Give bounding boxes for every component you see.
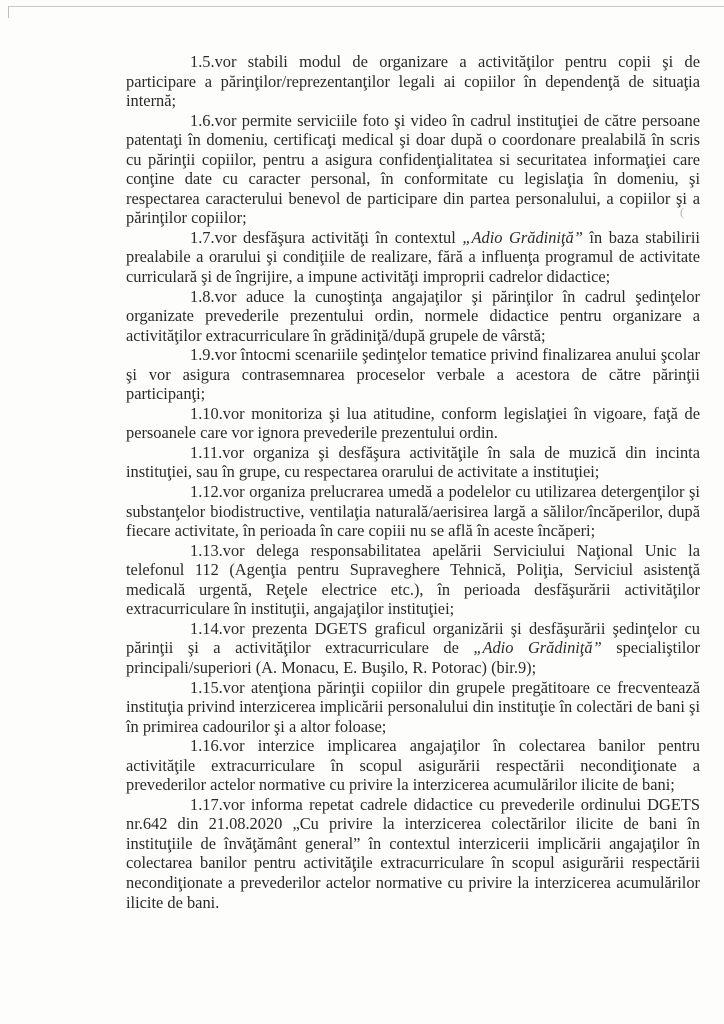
item-number: 1.14.	[190, 618, 223, 638]
item-text: vor monitoriza şi lua atitudine, conform legislaţiei în vigoare, faţă de persoanele care vor ignora prevederile prezentului ordin.	[126, 403, 700, 443]
item-text-italic: „Adio Grădiniţă”	[462, 227, 583, 247]
item-number: 1.6.	[190, 110, 215, 130]
item-1-5	[126, 52, 700, 111]
item-number: 1.11.	[190, 442, 223, 462]
item-text: vor permite serviciile foto şi video în cadrul instituţiei de către persoane patentaţi în domeniu, certificaţi medical şi doar după o coordonare prealabilă în scris cu părinţii copiilor, pentru a asigura confidenţialitatea si securitatea informaţiei care conţine date cu caracter personal, în conformitate cu legislaţia în domeniu, şi respectarea caracterului benevol de participare din partea personalului, a copiilor şi a părinţilor copiilor;	[126, 110, 700, 228]
item-text: vor atenţiona părinţii copiilor din grupele pregătitoare ce frecventează instituţia privind interzicerea implicării personalului din instituţie în colectări de bani şi în primirea cadourilor şi a altor foloase;	[126, 677, 700, 736]
item-1-8	[126, 287, 700, 346]
item-number: 1.13.	[190, 540, 223, 560]
item-text: vor delega responsabilitatea apelării Serviciului Naţional Unic la telefonul 112 (Agenţia pentru Supraveghere Tehnică, Poliţia, Serviciul asistenţă medicală urgentă, Reţele electrice etc.), în perioada desfăşurării activităţilor extracurriculare în instituţii, angajaţilor instituţiei;	[126, 540, 700, 619]
item-number: 1.10.	[190, 403, 223, 423]
item-text-italic: „Adio Grădiniţă”	[473, 638, 602, 658]
item-1-10	[126, 404, 700, 443]
item-1-16	[126, 736, 700, 795]
item-text: vor interzice implicarea angajaţilor în colectarea banilor pentru activităţile extracurriculare în scopul asigurării respectării necondiţionate a prevederilor actelor normative cu privire la interzicerea acumulărilor ilicite de bani;	[126, 736, 700, 795]
scan-top-edge	[8, 6, 724, 7]
item-1-11	[126, 443, 700, 482]
item-text: vor aduce la cunoştinţa angajaţilor şi părinţilor în cadrul şedinţelor organizate prevederile prezentului ordin, normele didactice pentru organizare a activităţilor extracurriculare în grădiniţă/după grupele de vârstă;	[126, 286, 700, 345]
item-text-before: vor prezenta DGETS graficul organizării şi desfăşurării şedinţelor cu părinţii şi a activităţilor extracurriculare de	[126, 618, 700, 658]
item-1-12	[126, 482, 700, 541]
item-text: vor stabili modul de organizare a activităţilor pentru copii şi de participare a părinţilor/reprezentanţilor legali ai copiilor în dependenţă de situaţia internă;	[126, 52, 700, 111]
item-number: 1.17.	[190, 794, 223, 814]
item-1-14	[126, 619, 700, 678]
item-number: 1.12.	[190, 482, 223, 502]
item-number: 1.15.	[190, 677, 223, 697]
item-text: vor informa repetat cadrele didactice cu prevederile ordinului DGETS nr.642 din 21.08.2020 „Cu privire la interzicerea colectărilor ilicite de bani în instituţiile de învăţământ general” în contextul interzicerii implicării angajaţilor în colectarea banilor pentru activităţile extracurriculare în scopul asigurării respectării necondiţionate a prevederilor actelor normative cu privire la interzicerea acumulărilor ilicite de bani.	[126, 794, 700, 912]
scan-left-edge	[8, 6, 9, 18]
item-1-15	[126, 678, 700, 737]
document-body	[126, 52, 700, 912]
item-text: vor organiza şi desfăşura activităţile în sala de muzică din incinta instituţiei, sau în grupe, cu respectarea orarului de activitate a instituţiei;	[126, 442, 700, 482]
margin-mark: (	[680, 205, 684, 219]
item-text-after: în baza stabilirii prealabile a orarului şi condiţiile de realizare, fără a influenţa programul de activitate curriculară şi de îngrijire, a impune activităţi improprii cadrelor didactice;	[126, 227, 700, 287]
item-1-13	[126, 541, 700, 619]
item-number: 1.7.	[190, 227, 215, 247]
item-1-6	[126, 111, 700, 228]
item-text-before: vor desfăşura activităţi în contextul	[214, 227, 463, 247]
item-1-17	[126, 795, 700, 912]
item-1-9	[126, 345, 700, 404]
item-text: vor organiza prelucrarea umedă a podelelor cu utilizarea detergenţilor şi substanţelor biodistructive, ventilaţia naturală/aerisirea largă a sălilor/încăperilor, după fiecare activitate, în perioada în care copiii nu se află în aceste încăperi;	[126, 482, 700, 541]
item-number: 1.16.	[190, 736, 223, 756]
item-number: 1.9.	[190, 345, 215, 365]
item-text-after: specialiştilor principali/superiori (A. Monacu, E. Buşilo, R. Potorac) (bir.9);	[126, 638, 700, 677]
item-number: 1.5.	[190, 52, 215, 71]
item-1-7	[126, 228, 700, 287]
item-number: 1.8.	[190, 286, 215, 306]
item-text: vor întocmi scenariile şedinţelor tematice privind finalizarea anului şcolar şi vor asigura contrasemnarea proceselor verbale a acestora de către părinţii participanţi;	[126, 345, 700, 404]
